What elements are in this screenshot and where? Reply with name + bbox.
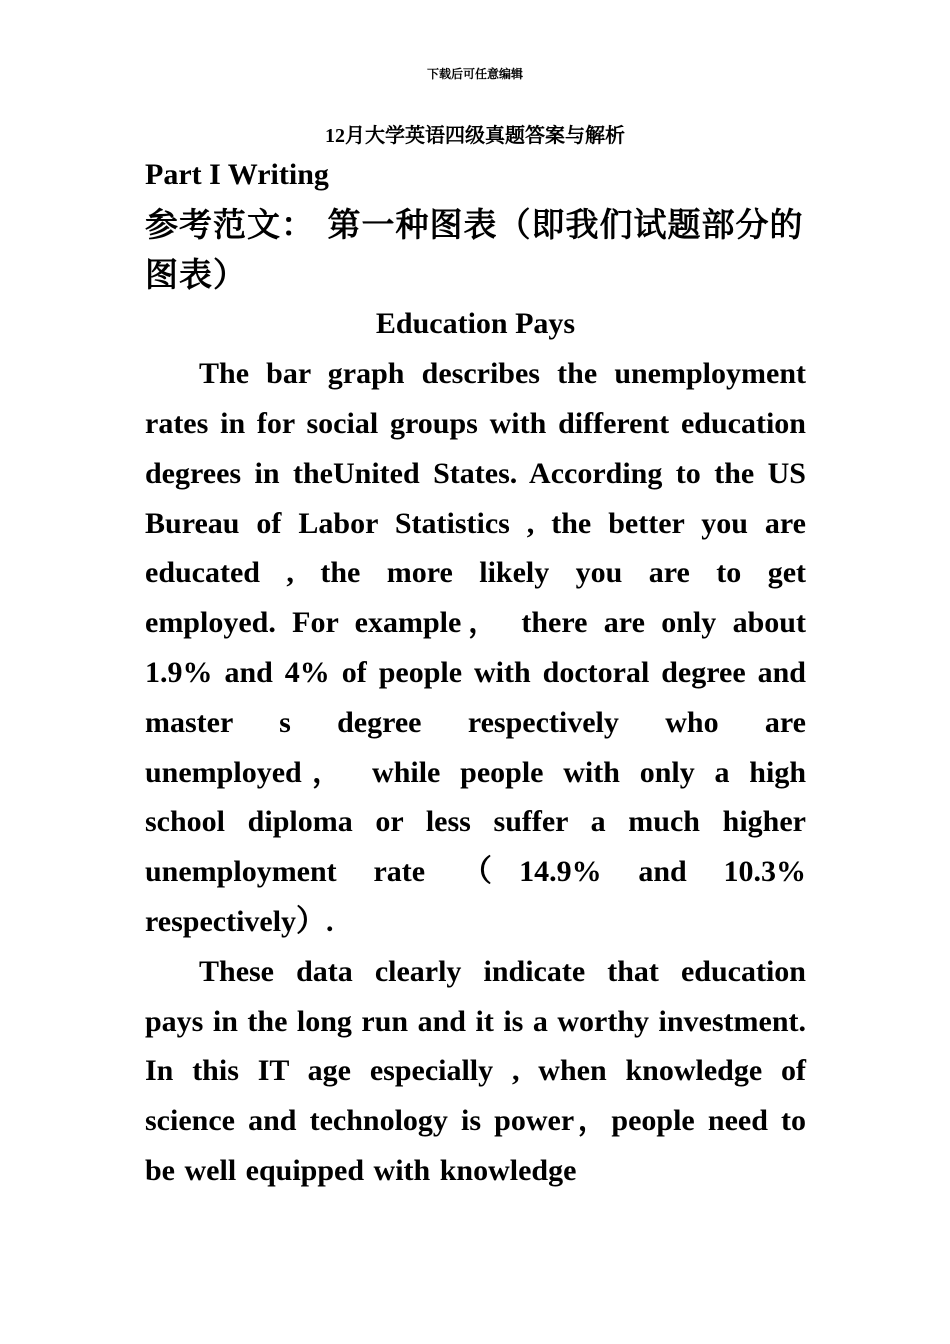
sample-intro: 参考范文： 第一种图表（即我们试题部分的图表）: [145, 204, 804, 294]
essay-title: Education Pays: [375, 307, 576, 341]
essay-paragraph-1: The bar graph describes the unemployment rates in for social groups with different education degrees in theUnited States. According to the US Bureau of Labor Statistics , the better you are educated , the more likely you are to get employed. For example， there are only about 1.9% and 4% of people with doctoral degree and master s degree respectively who are unemployed， while people with only a high school diploma or less suffer a much higher unemployment rate （14.9% and 10.3% respectively）.: [145, 357, 806, 938]
header-note: 下载后可任意编辑: [426, 67, 523, 81]
document-title: 12月大学英语四级真题答案与解析: [325, 125, 625, 147]
essay-paragraph-2: These data clearly indicate that education pays in the long run and it is a worthy investment. In this IT age especially , when knowledge of science and technology is power，people need to be well equipped with knowledge: [145, 954, 806, 1187]
document-body: [145, 150, 806, 1196]
section-heading: Part I Writing: [145, 158, 329, 191]
